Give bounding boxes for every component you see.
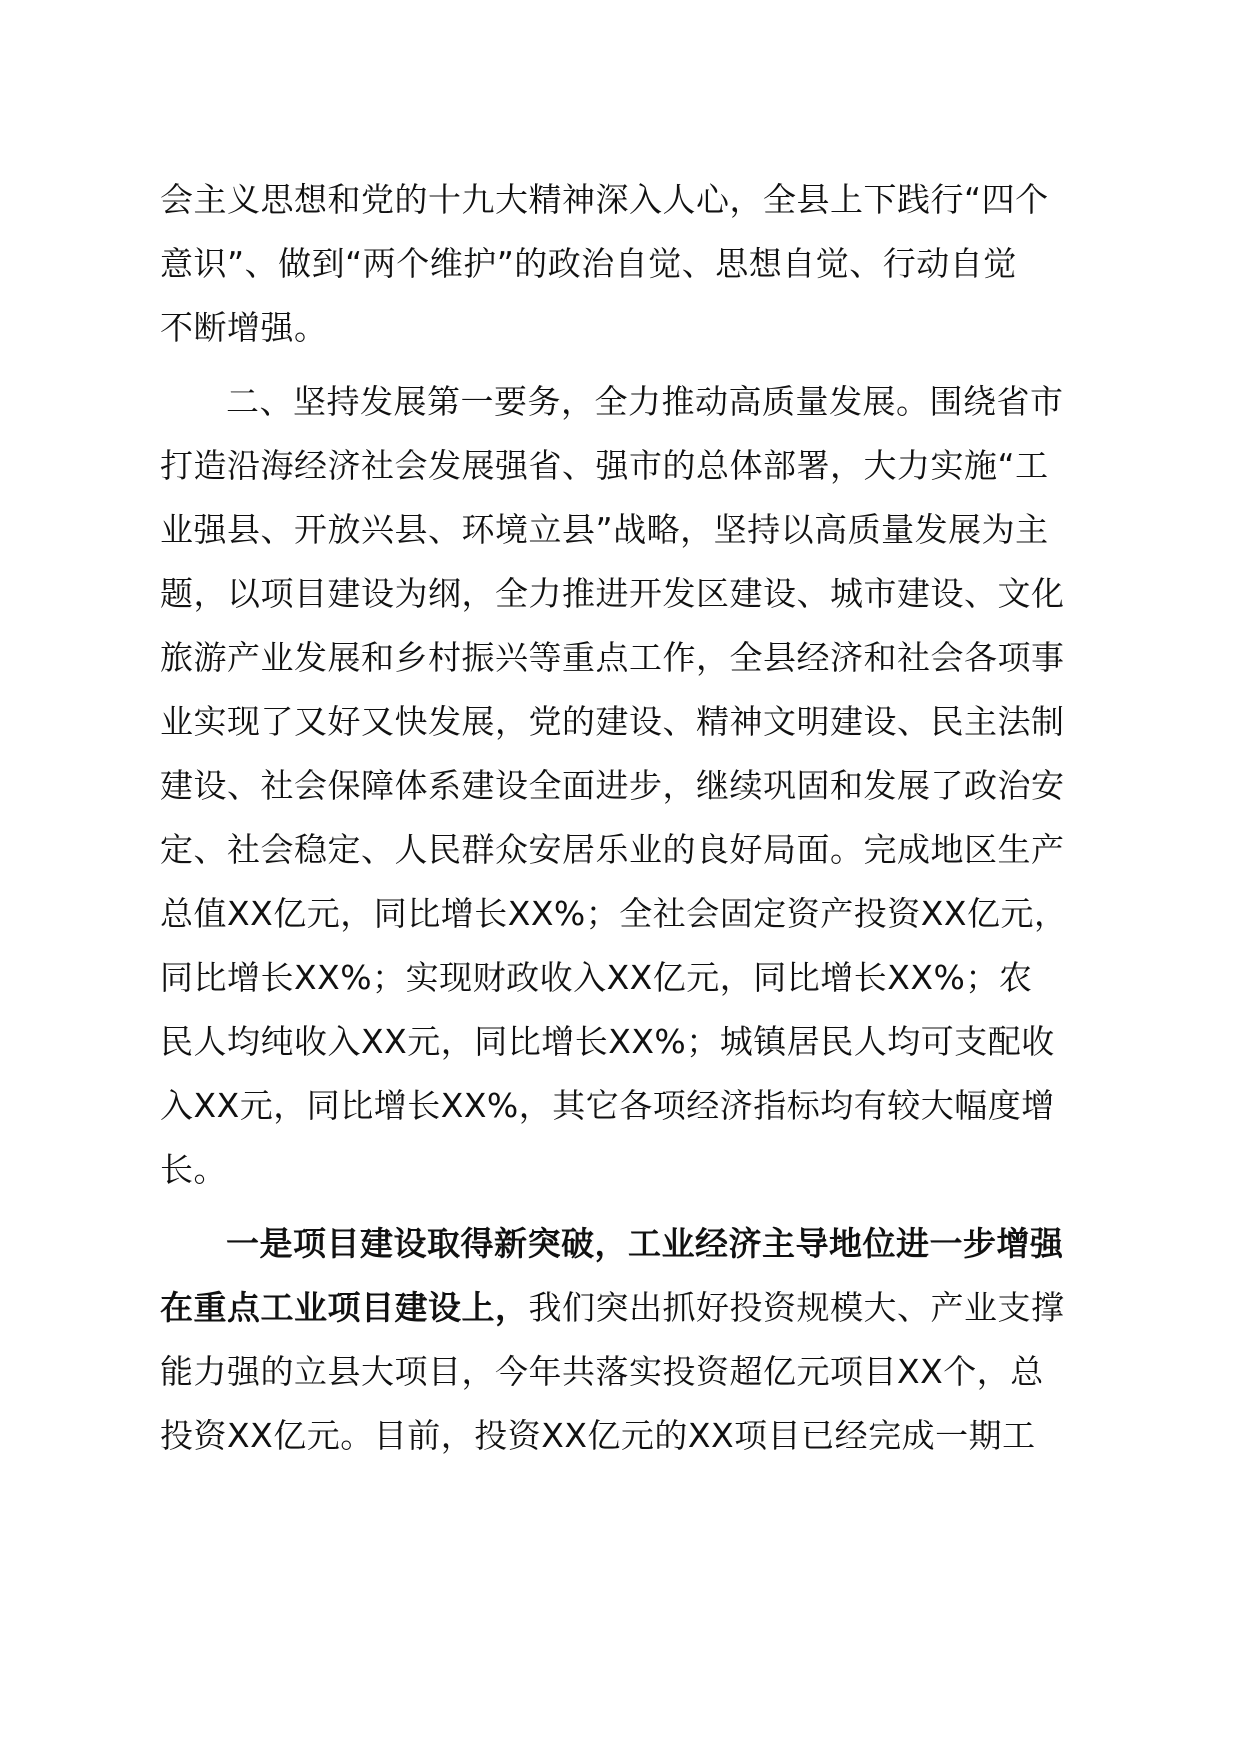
paragraph-2-line-11: 民人均纯收入XX元，同比增长XX%；城镇居民人均可支配收 — [160, 1022, 1055, 1061]
paragraph-2-line-4: 题，以项目建设为纲，全力推进开发区建设、城市建设、文化 — [160, 574, 1065, 613]
paragraph-3-line-2: 投资XX亿元。目前，投资XX亿元的XX项目已经完成一期工 — [160, 1416, 1036, 1455]
paragraph-3-lead-bold: 在重点工业项目建设上， — [160, 1288, 529, 1327]
paragraph-2-line-12: 入XX元，同比增长XX%，其它各项经济指标均有较大幅度增 — [160, 1086, 1055, 1125]
paragraph-2-line-7: 建设、社会保障体系建设全面进步，继续巩固和发展了政治安 — [160, 766, 1065, 805]
paragraph-2-line-3: 业强县、开放兴县、环境立县”战略，坚持以高质量发展为主 — [160, 510, 1049, 549]
paragraph-1-line-1: 会主义思想和党的十九大精神深入人心，全县上下践行“四个 — [160, 180, 1049, 219]
paragraph-3-line-1: 能力强的立县大项目，今年共落实投资超亿元项目XX个，总 — [160, 1352, 1044, 1391]
paragraph-3-lead-rest: 我们突出抓好投资规模大、产业支撑 — [528, 1288, 1065, 1327]
paragraph-2-line-5: 旅游产业发展和乡村振兴等重点工作，全县经济和社会各项事 — [160, 638, 1065, 677]
paragraph-2-line-10: 同比增长XX%；实现财政收入XX亿元，同比增长XX%；农 — [160, 958, 1033, 997]
paragraph-3-heading: 一是项目建设取得新突破，工业经济主导地位进一步增强 — [226, 1224, 1064, 1263]
paragraph-2-line-2: 打造沿海经济社会发展强省、强市的总体部署，大力实施“工 — [160, 446, 1049, 485]
paragraph-2-line-9: 总值XX亿元，同比增长XX%；全社会固定资产投资XX亿元， — [160, 894, 1068, 933]
paragraph-3-lead-line — [160, 1272, 1120, 1344]
paragraph-2-line-13: 长。 — [160, 1150, 227, 1189]
paragraph-1-line-3: 不断增强。 — [160, 308, 328, 347]
paragraph-2-line-8: 定、社会稳定、人民群众安居乐业的良好局面。完成地区生产 — [160, 830, 1065, 869]
paragraph-2-line-6: 业实现了又好又快发展，党的建设、精神文明建设、民主法制 — [160, 702, 1065, 741]
paragraph-1-line-2: 意识”、做到“两个维护”的政治自觉、思想自觉、行动自觉 — [160, 244, 1017, 283]
paragraph-2-line-1: 二、坚持发展第一要务，全力推动高质量发展。围绕省市 — [226, 382, 1064, 421]
